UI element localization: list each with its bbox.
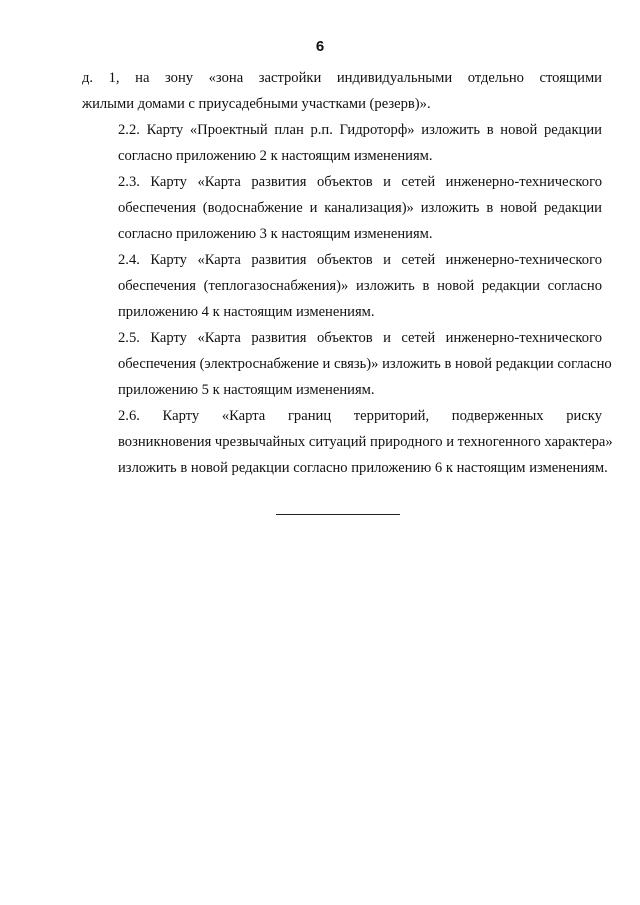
document-body: [82, 65, 613, 481]
text-line: обеспечения (водоснабжение и канализация)» изложить в новой редакции: [118, 200, 602, 216]
paragraph-2-5: [82, 325, 612, 403]
text-line: приложению 4 к настоящим изменениям.: [118, 304, 375, 320]
text-line: изложить в новой редакции согласно приложению 6 к настоящим изменениям.: [118, 460, 608, 476]
text-line: 2.5. Карту «Карта развития объектов и сетей инженерно-технического: [118, 330, 602, 346]
text-line: 2.6. Карту «Карта границ территорий, подверженных риску: [118, 408, 602, 424]
text-line: д. 1, на зону «зона застройки индивидуальными отдельно стоящими: [82, 70, 602, 86]
text-line: согласно приложению 3 к настоящим изменениям.: [118, 226, 433, 242]
end-of-text-divider: [276, 514, 400, 515]
text-line: обеспечения (электроснабжение и связь)» изложить в новой редакции согласно: [118, 356, 612, 372]
text-line: жилыми домами с приусадебными участками (резерв)».: [82, 96, 431, 112]
text-line: 2.3. Карту «Карта развития объектов и сетей инженерно-технического: [118, 174, 602, 190]
page-number: 6: [315, 38, 325, 55]
text-line: 2.2. Карту «Проектный план р.п. Гидроторф» изложить в новой редакции: [118, 122, 602, 138]
paragraph-zone-continuation: [82, 65, 602, 117]
text-line: согласно приложению 2 к настоящим изменениям.: [118, 148, 433, 164]
text-line: обеспечения (теплогазоснабжения)» изложить в новой редакции согласно: [118, 278, 602, 294]
paragraph-2-4: [82, 247, 602, 325]
text-line: возникновения чрезвычайных ситуаций природного и техногенного характера»: [118, 434, 613, 450]
paragraph-2-3: [82, 169, 602, 247]
text-line: 2.4. Карту «Карта развития объектов и сетей инженерно-технического: [118, 252, 602, 268]
text-line: приложению 5 к настоящим изменениям.: [118, 382, 375, 398]
paragraph-2-6: [82, 403, 613, 481]
paragraph-2-2: [82, 117, 602, 169]
